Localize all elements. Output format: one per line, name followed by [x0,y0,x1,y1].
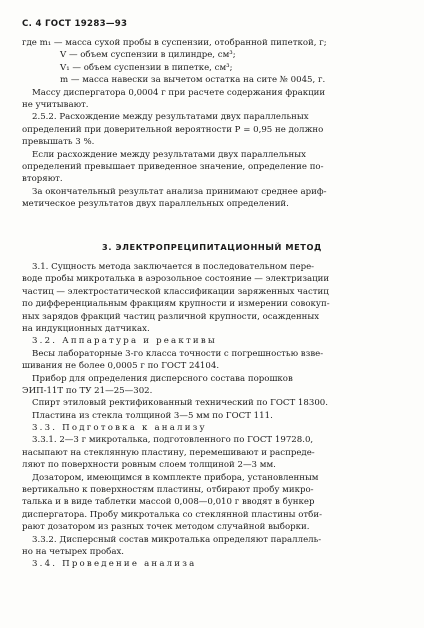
text-line: шивания не более 0,0005 г по ГОСТ 24104. [22,361,220,372]
text-line: Спирт этиловый ректификованный технический по ГОСТ 18300. [32,398,328,409]
text-line: Весы лабораторные 3-го класса точности с погрешностью взве- [32,348,324,359]
text-line: ных зарядов фракций частиц различной крупности, осажденных [22,311,320,322]
text-line: V₁ — объем суспензии в пипетке, см³; [60,62,233,73]
text-line: вертикально к поверхностям пластины, отбирают пробу микро- [22,485,314,496]
text-line: метическое результатов двух параллельных определений. [22,199,289,210]
text-line: превышать 3 %. [22,137,95,148]
subsection-3-4-heading: 3.4. Проведение анализа [32,559,197,570]
text-line: не учитывают. [22,99,89,110]
subsection-3-3-heading: 3.3. Подготовка к анализу [32,423,207,434]
text-line: определений превышает приведенное значение, определение по- [22,161,324,172]
running-header: С. 4 ГОСТ 19283—93 [22,19,128,29]
text-line: За окончательный результат анализа принимают среднее ариф- [32,186,327,197]
text-line: частиц — электростатической классификации заряженных частиц [22,286,329,297]
clause-3-1: 3.1. Сущность метода заключается в последовательном пере- [32,262,315,272]
text-line: вторяют. [22,174,63,185]
text-line: где m₁ — масса сухой пробы в суспензии, отобранной пипеткой, г; [22,38,327,48]
formula-explanation-block [22,37,406,210]
text-line: насыпают на стеклянную пластину, перемешивают и распреде- [22,447,315,458]
text-line: Дозатором, имеющимся в комплекте прибора, установленным [32,472,319,483]
subsection-3-2-heading: 3.2. Аппаратура и реактивы [32,336,217,347]
clause-2-5-2-heading: 2.5.2. Расхождение между результатами двух параллельных [32,112,309,123]
text-line: по дифференциальным фракциям крупности и измерении совокуп- [22,299,330,310]
text-line: Пластина из стекла толщиной 3—5 мм по ГОСТ 111. [32,410,273,421]
text-line: талька и в виде таблетки массой 0,008—0,010 г вводят в бункер [22,497,315,508]
text-line: Если расхождение между результатами двух параллельных [32,149,306,160]
text-line: рают дозатором из разных точек методом случайной выборки. [22,522,310,533]
section-3-title: 3. ЭЛЕКТРОПРЕЦИПИТАЦИОННЫЙ МЕТОД [102,242,322,252]
text-line: ляют по поверхности ровным слоем толщиной 2—3 мм. [22,460,276,471]
text-line: но на четырех пробах. [22,546,125,557]
text-line: Прибор для определения дисперсного состава порошков [32,373,293,384]
text-line: Массу диспергатора 0,0004 г при расчете содержания фракции [32,87,326,98]
text-line: определений при доверительной вероятности P = 0,95 не должно [22,124,324,135]
text-line: V — объем суспензии в цилиндре, см³; [60,50,236,61]
text-line: m — масса навески за вычетом остатка на сите № 0045, г. [60,75,326,86]
text-line: ЭИП-11Т по ТУ 21—25—302. [22,385,153,396]
clause-3-3-1: 3.3.1. 2—3 г микроталька, подготовленного по ГОСТ 19728.0, [32,435,314,446]
section-3-body [22,261,406,571]
text-line: воде пробы микроталька в аэрозольное состояние — электризации [22,274,330,285]
clause-3-3-2: 3.3.2. Дисперсный состав микроталька определяют параллель- [32,534,322,545]
text-line: диспергатора. Пробу микроталька со стеклянной пластины отби- [22,509,322,520]
text-line: на индукционных датчиках. [22,323,150,334]
